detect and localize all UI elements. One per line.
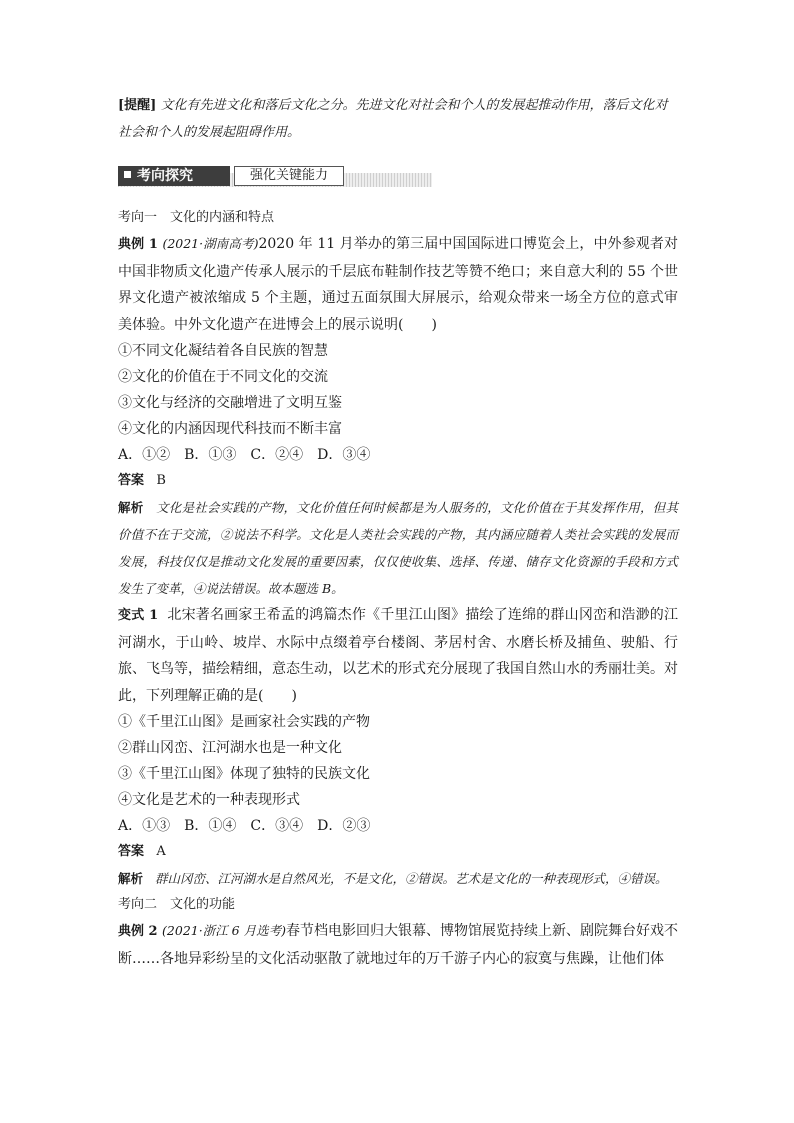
variant1-stem: [118, 602, 678, 709]
analysis-label: 解析: [118, 500, 144, 515]
section-banner: [118, 165, 432, 187]
example2-stem: [118, 918, 678, 972]
example1-answer: [118, 468, 678, 494]
analysis-text: 文化是社会实践的产物，文化价值任何时候都是为人服务的，文化价值在于其发挥作用，但其价值不在于交流，②说法不科学。文化是人类社会实践的产物，其内涵应随着人类社会实践的发展而发展，科技仅仅是推动文化发展的重要因素，仅仅使收集、选择、传递、储存文化资源的手段和方式发生了变革，④说法错误。故本题选 B。: [118, 500, 678, 596]
tip-text: 文化有先进文化和落后文化之分。先进文化对社会和个人的发展起推动作用，落后文化对社会和个人的发展起阻碍作用。: [118, 98, 668, 140]
section1-heading: 考向一 文化的内涵和特点: [118, 210, 275, 225]
page-content: [118, 92, 678, 972]
example1-label: 典例 1: [118, 237, 158, 252]
analysis-text: 群山冈峦、江河湖水是自然风光，不是文化，②错误。艺术是文化的一种表现形式，④错误。: [154, 871, 668, 886]
example1-option: ①不同文化凝结着各自民族的智慧: [118, 343, 328, 359]
example1-option: ③文化与经济的交融增进了文明互鉴: [118, 395, 342, 411]
section2-heading: 考向二 文化的功能: [118, 897, 236, 912]
answer-value: A: [156, 844, 166, 859]
variant1-text: 北宋著名画家王希孟的鸿篇杰作《千里江山图》描绘了连绵的群山冈峦和浩渺的江河湖水，于山岭、坡岸、水际中点缀着亭台楼阁、茅居村舍、水磨长桥及捕鱼、驶船、行旅、飞鸟等，描绘精细，意态生动，以艺术的形式充分展现了我国自然山水的秀丽壮美。对此，下列理解正确的是( ): [118, 607, 678, 704]
banner-light-label: 强化关键能力: [234, 166, 344, 186]
variant1-option: ③《千里江山图》体现了独特的民族文化: [118, 766, 370, 782]
tip-paragraph: [118, 92, 678, 146]
example2-text: 春节档电影回归大银幕、博物馆展览持续上新、剧院舞台好戏不断……各地异彩纷呈的文化活动驱散了就地过年的万千游子内心的寂寞与焦躁，让他们体: [118, 923, 678, 967]
answer-label: 答案: [118, 844, 145, 859]
variant1-analysis: [118, 865, 678, 892]
banner-dark-label: 考向探究: [118, 166, 230, 186]
example1-option: ②文化的价值在于不同文化的交流: [118, 369, 328, 385]
answer-value: B: [156, 473, 166, 488]
variant1-label: 变式 1: [118, 608, 159, 623]
example1-text: 2020 年 11 月举办的第三届中国国际进口博览会上，中外参观者对中国非物质文化遗产传承人展示的千层底布鞋制作技艺等赞不绝口；来自意大利的 55 个世界文化遗产被浓缩成 5 个主题，通过五面氛围大屏展示，给观众带来一场全方位的意式审美体验。中外文化遗产在进博会上的展示说明( ): [118, 236, 678, 333]
variant1-option: ②群山冈峦、江河湖水也是一种文化: [118, 740, 342, 756]
example1-option: ④文化的内涵因现代科技而不断丰富: [118, 421, 342, 437]
variant1-answer: [118, 839, 678, 865]
example1-choices: A．①② B．①③ C．②④ D．③④: [118, 447, 371, 463]
example1-source: (2021·湖南高考): [162, 236, 259, 251]
example1-stem: [118, 231, 678, 338]
answer-label: 答案: [118, 473, 145, 488]
square-icon: [124, 171, 131, 178]
analysis-label: 解析: [118, 871, 144, 886]
variant1-option: ①《千里江山图》是画家社会实践的产物: [118, 714, 370, 730]
tip-label: [提醒]: [118, 98, 157, 113]
variant1-option: ④文化是艺术的一种表现形式: [118, 792, 300, 808]
variant1-choices: A．①③ B．①④ C．③④ D．②③: [118, 818, 371, 834]
example1-analysis: [118, 494, 678, 602]
example2-label: 典例 2: [118, 924, 158, 939]
example2-source: (2021·浙江 6 月选考): [162, 923, 286, 938]
